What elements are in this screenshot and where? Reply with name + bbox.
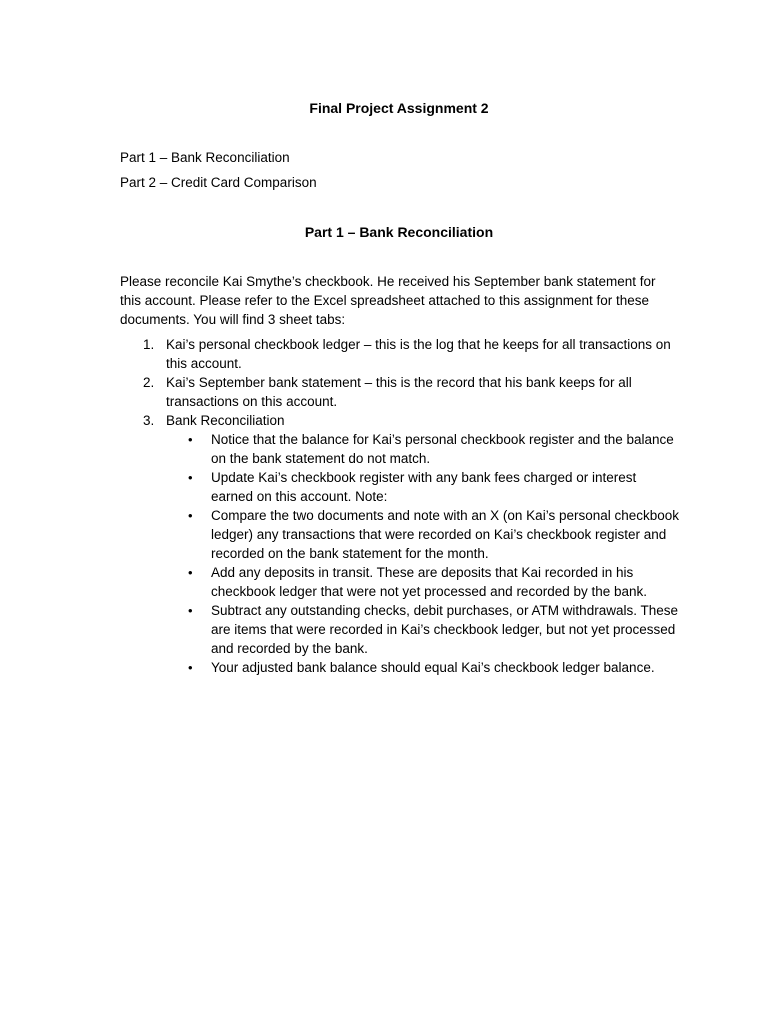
steps-list [120,335,680,677]
step-number: 1. [143,337,155,352]
bullet-text: Subtract any outstanding checks, debit purchases, or ATM withdrawals. These are items that were recorded in Kai’s checkbook ledger, but not yet processed and recorded by the bank. [211,603,678,656]
bullet-text: Update Kai’s checkbook register with any bank fees charged or interest earned on this account. Note: [211,470,637,504]
bullet-item [166,468,681,506]
bullet-item [166,430,681,468]
bullet-item [166,506,681,563]
section-body [120,272,680,677]
section-heading-part-1: Part 1 – Bank Reconciliation [304,224,494,240]
bullet-icon: • [188,508,193,523]
step-item [120,335,680,373]
bullet-icon: • [188,470,193,485]
toc-item-part-2: Part 2 – Credit Card Comparison [120,175,317,190]
step-text: Bank Reconciliation [166,413,285,428]
step-text: Kai’s September bank statement – this is the record that his bank keeps for all transactions on this account. [166,375,632,409]
bullet-text: Add any deposits in transit. These are deposits that Kai recorded in his checkbook ledger that were not yet processed and recorded by the bank. [211,565,648,599]
bullet-icon: • [188,603,193,618]
bullet-text: Compare the two documents and note with an X (on Kai’s personal checkbook ledger) any transactions that were recorded on Kai’s checkbook register and recorded on the bank statement for the month. [211,508,680,561]
toc-item-part-1: Part 1 – Bank Reconciliation [120,150,290,165]
bullet-icon: • [188,660,193,675]
bullet-list [166,430,680,677]
step-number: 3. [143,413,155,428]
bullet-text: Your adjusted bank balance should equal Kai’s checkbook ledger balance. [211,660,655,675]
bullet-icon: • [188,432,193,447]
step-text: Kai’s personal checkbook ledger – this is the log that he keeps for all transactions on this account. [166,337,671,371]
bullet-item [166,563,681,601]
bullet-item [166,658,681,677]
table-of-contents [120,148,317,198]
intro-paragraph: Please reconcile Kai Smythe’s checkbook. He received his September bank statement for this account. Please refer to the Excel spreadsheet attached to this assignment for these documents. You will find 3 sheet tabs: [120,274,656,327]
bullet-text: Notice that the balance for Kai’s personal checkbook register and the balance on the bank statement do not match. [211,432,674,466]
step-number: 2. [143,375,155,390]
step-item [120,411,680,677]
bullet-icon: • [188,565,193,580]
document-title: Final Project Assignment 2 [309,100,489,116]
step-item [120,373,680,411]
bullet-item [166,601,681,658]
